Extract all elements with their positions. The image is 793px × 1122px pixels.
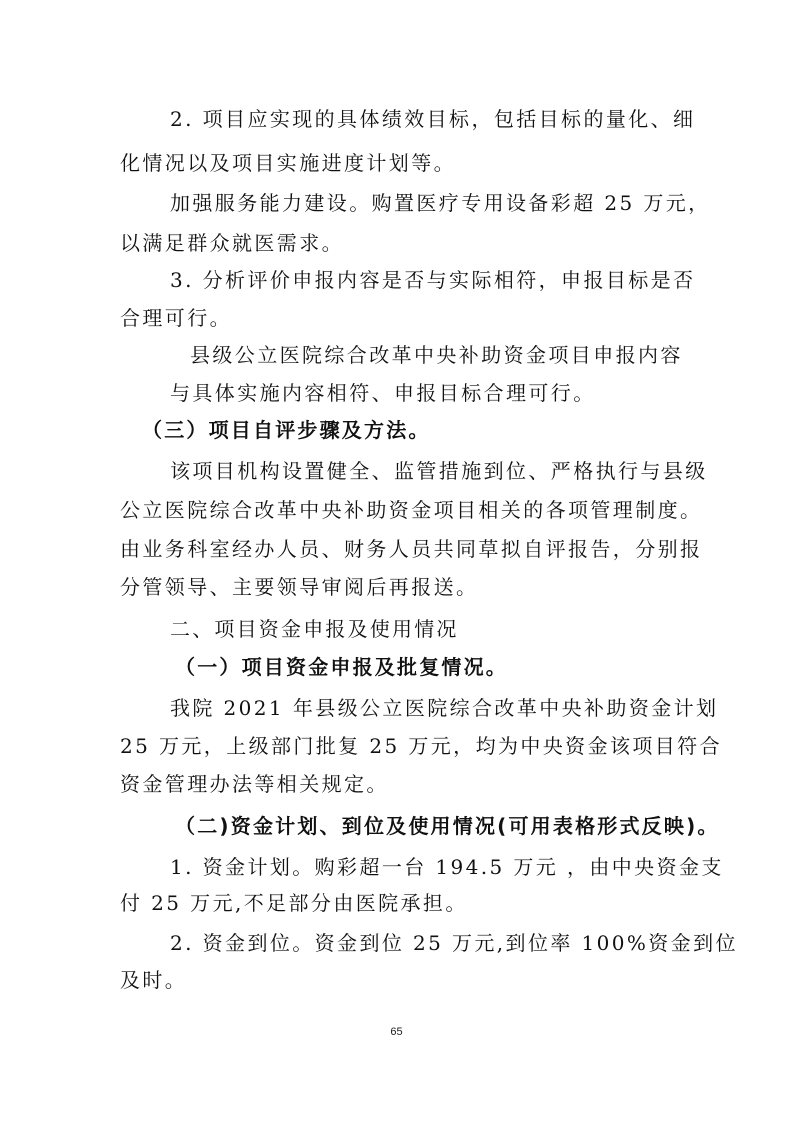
text-line: 2. 项目应实现的具体绩效目标，包括目标的量化、细 — [170, 107, 696, 131]
text-line: 公立医院综合改革中央补助资金项目相关的各项管理制度。 — [120, 498, 703, 522]
text-line: 化情况以及项目实施进度计划等。 — [120, 151, 456, 175]
text-line: 由业务科室经办人员、财务人员共同草拟自评报告，分别报 — [120, 537, 703, 561]
text-line: 加强服务能力建设。购置医疗专用设备彩超 25 万元， — [170, 191, 711, 215]
text-line: 合理可行。 — [120, 306, 232, 330]
text-line: 县级公立医院综合改革中央补助资金项目申报内容 — [190, 343, 683, 367]
section-heading: （二)资金计划、到位及使用情况(可用表格形式反映)。 — [175, 814, 720, 838]
section-heading: （三）项目自评步骤及方法。 — [142, 418, 431, 442]
text-line: 该项目机构设置健全、监管措施到位、严格执行与县级 — [170, 459, 708, 483]
text-line: 分管领导、主要领导审阅后再报送。 — [120, 575, 479, 599]
section-heading: 二、项目资金申报及使用情况 — [170, 617, 459, 641]
text-line: 25 万元，上级部门批复 25 万元，均为中央资金该项目符合 — [120, 734, 722, 758]
text-line: 3. 分析评价申报内容是否与实际相符，申报目标是否 — [170, 268, 696, 292]
text-line: 1. 资金计划。购彩超一台 194.5 万元 ，由中央资金支 — [170, 855, 724, 879]
text-line: 付 25 万元,不足部分由医院承担。 — [120, 891, 468, 915]
section-heading: （一）项目资金申报及批复情况。 — [175, 655, 508, 679]
text-line: 及时。 — [120, 968, 188, 992]
text-line: 资金管理办法等相关规定。 — [120, 772, 389, 796]
text-line: 以满足群众就医需求。 — [120, 231, 344, 255]
page-number: 65 — [390, 1026, 403, 1038]
text-line: 我院 2021 年县级公立医院综合改革中央补助资金计划 — [170, 696, 719, 720]
text-line: 2. 资金到位。资金到位 25 万元,到位率 100%资金到位 — [170, 931, 738, 955]
text-line: 与具体实施内容相符、申报目标合理可行。 — [170, 381, 596, 405]
